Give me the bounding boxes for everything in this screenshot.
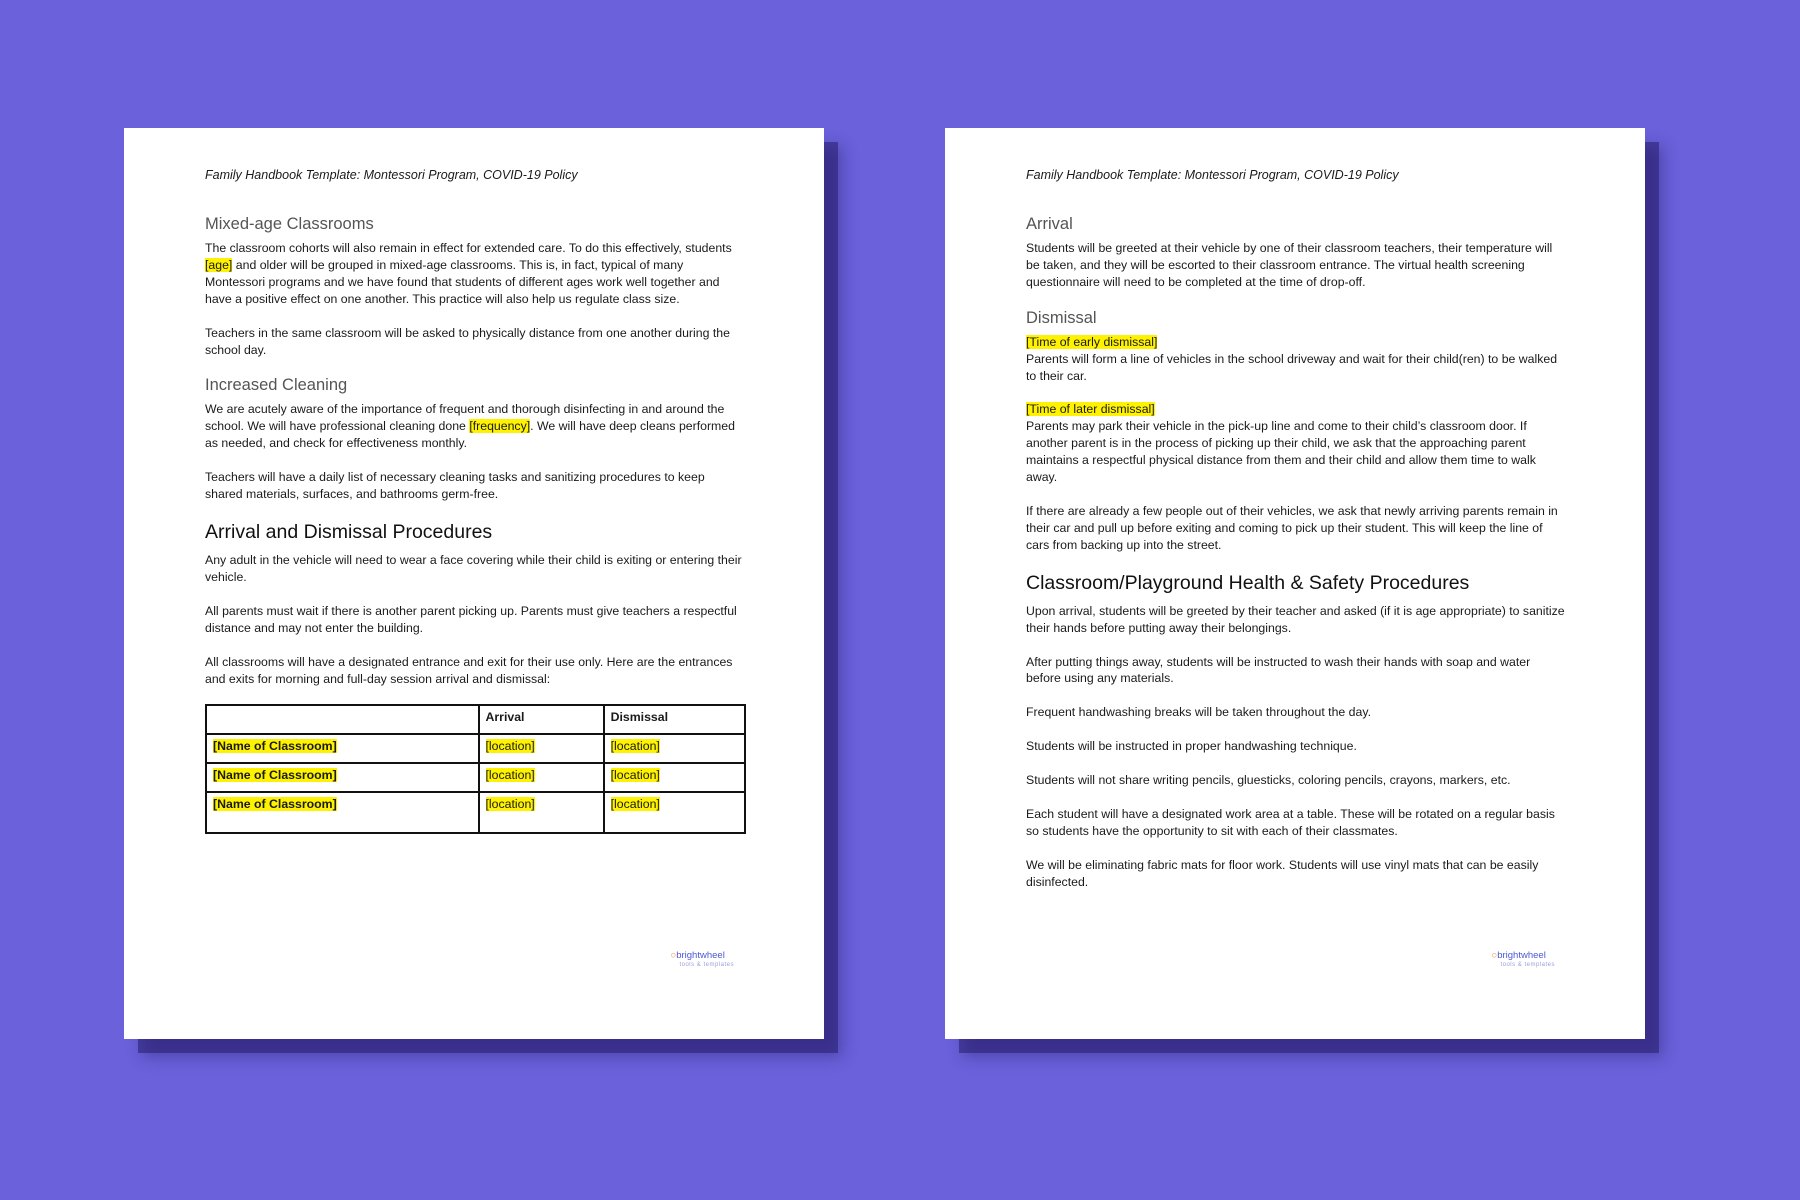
paragraph: Teachers in the same classroom will be asked to physically distance from one another during the school day.	[205, 325, 730, 357]
section-title-arrival-dismissal: Arrival and Dismissal Procedures	[205, 520, 493, 543]
paragraph: If there are already a few people out of their vehicles, we ask that newly arriving parents remain in their car and pull up before exiting and coming to pick up their student. This will keep the line of cars from backing up into the street.	[1026, 503, 1558, 552]
page-header: Family Handbook Template: Montessori Program, COVID-19 Policy	[205, 168, 578, 182]
placeholder-highlight: [frequency]	[469, 419, 531, 434]
paragraph: Upon arrival, students will be greeted by their teacher and asked (if it is age appropriate) to sanitize their hands before putting away their belongings.	[1026, 603, 1565, 635]
paragraph: Parents will form a line of vehicles in the school driveway and wait for their child(ren) to be walked to their car.	[1026, 351, 1558, 383]
document-page-left	[124, 128, 824, 1039]
section-title-arrival: Arrival	[1026, 215, 1073, 233]
paragraph: Students will not share writing pencils, gluesticks, coloring pencils, crayons, markers, etc.	[1026, 773, 1511, 788]
paragraph: Frequent handwashing breaks will be taken throughout the day.	[1026, 705, 1371, 720]
logo-ring-icon: ○	[1491, 950, 1498, 961]
paragraph: We will be eliminating fabric mats for floor work. Students will use vinyl mats that can be easily disinfected.	[1026, 857, 1539, 889]
paragraph	[1026, 334, 1565, 351]
table-cell: [location]	[479, 763, 604, 792]
table-cell: [Name of Classroom]	[206, 792, 479, 833]
table-header-cell	[206, 705, 479, 734]
paragraph: Students will be instructed in proper handwashing technique.	[1026, 739, 1357, 754]
page-header: Family Handbook Template: Montessori Program, COVID-19 Policy	[1026, 168, 1399, 182]
paragraph: All classrooms will have a designated entrance and exit for their use only. Here are the entrances and exits for morning and full-day session arrival and dismissal:	[205, 654, 733, 686]
table-header-cell: Dismissal	[604, 705, 745, 734]
section-title-mixed-age: Mixed-age Classrooms	[205, 215, 374, 233]
paragraph: The classroom cohorts will also remain in effect for extended care. To do this effectively, students [age] and older will be grouped in mixed-age classrooms. This is, in fact, typical of many Montessori programs and we have found that students of different ages work well together and have a positive effect on one another. This practice will also help us regulate class size.	[205, 241, 732, 306]
document-page-right	[945, 128, 1645, 1039]
brightwheel-logo: ○brightwheel tools & templates	[670, 950, 734, 968]
logo-ring-icon: ○	[670, 950, 677, 961]
table-row	[206, 763, 745, 792]
brightwheel-logo: ○brightwheel tools & templates	[1491, 950, 1555, 968]
placeholder-highlight: [Time of early dismissal]	[1026, 334, 1158, 349]
section-title-dismissal: Dismissal	[1026, 308, 1097, 327]
paragraph: Any adult in the vehicle will need to wear a face covering while their child is exiting or entering their vehicle.	[205, 552, 742, 584]
paragraph: After putting things away, students will be instructed to wash their hands with soap and water before using any materials.	[1026, 654, 1531, 686]
section-title-cleaning: Increased Cleaning	[205, 376, 348, 395]
paragraph: We are acutely aware of the importance of frequent and thorough disinfecting in and around the school. We will have professional cleaning done [frequency]. We will have deep cleans performed as needed, and check for effectiveness monthly.	[205, 402, 735, 451]
table-cell: [location]	[604, 734, 745, 763]
table-cell: [location]	[479, 792, 604, 833]
table-cell: [location]	[604, 763, 745, 792]
section-title-health-safety: Classroom/Playground Health & Safety Procedures	[1026, 571, 1470, 594]
table-header-row	[206, 705, 745, 734]
paragraph: Teachers will have a daily list of necessary cleaning tasks and sanitizing procedures to keep shared materials, surfaces, and bathrooms germ-free.	[205, 470, 705, 502]
table-header-cell: Arrival	[479, 705, 604, 734]
table-row	[206, 792, 745, 833]
paragraph: Each student will have a designated work area at a table. These will be rotated on a regular basis so students have the opportunity to sit with each of their classmates.	[1026, 807, 1555, 838]
table-cell: [Name of Classroom]	[206, 763, 479, 792]
paragraph: Students will be greeted at their vehicle by one of their classroom teachers, their temperature will be taken, and they will be escorted to their classroom entrance. The virtual health screening questionnaire will need to be completed at the time of drop-off.	[1026, 241, 1553, 289]
placeholder-highlight: [Time of later dismissal]	[1026, 402, 1155, 417]
paragraph: All parents must wait if there is another parent picking up. Parents must give teachers a respectful distance and may not enter the building.	[205, 603, 737, 635]
classroom-table	[205, 704, 746, 834]
paragraph: Parents may park their vehicle in the pick-up line and come to their child’s classroom door. If another parent is in the process of picking up their child, we ask that the approaching parent maintains a respectful physical distance from them and their child and allow them time to walk away.	[1026, 419, 1536, 485]
placeholder-highlight: [age]	[205, 257, 233, 272]
table-row	[206, 734, 745, 763]
table-cell: [Name of Classroom]	[206, 734, 479, 763]
table-cell: [location]	[479, 734, 604, 763]
paragraph	[1026, 401, 1565, 418]
table-cell: [location]	[604, 792, 745, 833]
